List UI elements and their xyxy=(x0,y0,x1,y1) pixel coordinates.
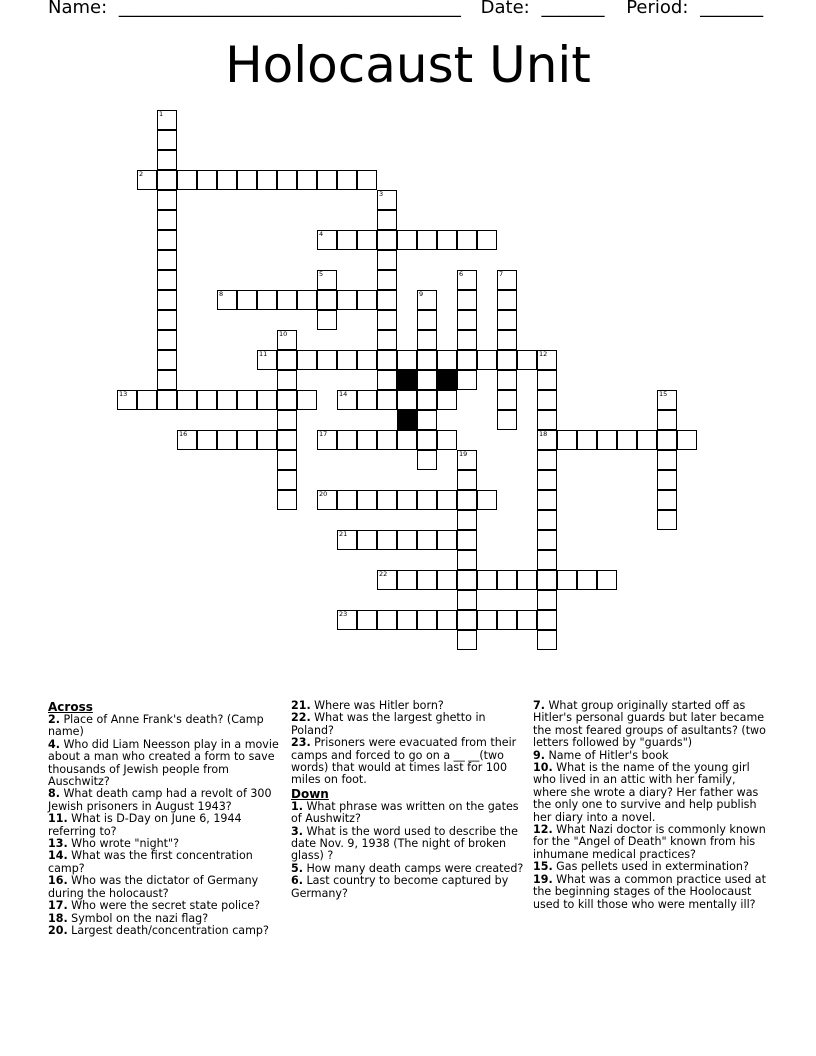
crossword-cell[interactable] xyxy=(417,310,437,330)
crossword-cell[interactable] xyxy=(457,630,477,650)
crossword-cell[interactable] xyxy=(377,350,397,370)
crossword-cell[interactable] xyxy=(497,390,517,410)
page-title: Holocaust Unit xyxy=(225,36,591,94)
crossword-cell[interactable] xyxy=(537,350,557,370)
clue-item xyxy=(48,875,280,900)
date-blank[interactable]: _______ xyxy=(541,0,605,18)
crossword-cell[interactable] xyxy=(437,530,457,550)
clue-number: 2 xyxy=(139,170,144,178)
crossword-cell[interactable] xyxy=(277,290,297,310)
crossword-cell[interactable] xyxy=(157,290,177,310)
crossword-cell[interactable] xyxy=(657,390,677,410)
clue-number: 7 xyxy=(499,270,504,278)
crossword-cell[interactable] xyxy=(277,330,297,350)
crossword-cell[interactable] xyxy=(217,390,237,410)
crossword-cell[interactable] xyxy=(577,570,597,590)
crossword-cell[interactable] xyxy=(657,490,677,510)
clue-number: 9. xyxy=(533,748,545,762)
crossword-cell[interactable] xyxy=(277,350,297,370)
period-blank[interactable]: _______ xyxy=(700,0,764,18)
crossword-cell[interactable] xyxy=(257,390,277,410)
crossword-cell[interactable] xyxy=(197,170,217,190)
across-clue-list-continued xyxy=(291,700,527,787)
clue-number: 18. xyxy=(48,911,68,925)
crossword-cell[interactable] xyxy=(337,490,357,510)
crossword-cell[interactable] xyxy=(337,350,357,370)
clue-number: 7. xyxy=(533,699,545,712)
crossword-cell[interactable] xyxy=(437,430,457,450)
crossword-cell[interactable] xyxy=(397,230,417,250)
clue-number: 8 xyxy=(219,290,224,298)
clue-item xyxy=(533,824,769,861)
name-blank[interactable]: ______________________________________ xyxy=(118,0,461,18)
crossword-cell[interactable] xyxy=(537,430,557,450)
crossword-cell[interactable] xyxy=(437,610,457,630)
crossword-cell[interactable] xyxy=(257,290,277,310)
crossword-cell[interactable] xyxy=(317,230,337,250)
crossword-cell[interactable] xyxy=(377,330,397,350)
clue-text: What was a common practice used at the beginning stages of the Hoolocaust used to kill those who were mentally ill? xyxy=(533,872,766,911)
clue-number: 4. xyxy=(48,737,60,751)
crossword-cell[interactable] xyxy=(657,450,677,470)
crossword-cell[interactable] xyxy=(277,470,297,490)
crossword-cell[interactable] xyxy=(377,430,397,450)
crossword-cell[interactable] xyxy=(437,490,457,510)
crossword-cell[interactable] xyxy=(297,170,317,190)
crossword-cell[interactable] xyxy=(397,430,417,450)
crossword-cell[interactable] xyxy=(277,430,297,450)
clue-item xyxy=(48,739,280,789)
crossword-cell[interactable] xyxy=(317,490,337,510)
crossword-cell[interactable] xyxy=(317,170,337,190)
clue-number: 20 xyxy=(319,490,328,498)
crossword-cell[interactable] xyxy=(477,350,497,370)
clues-column-1 xyxy=(48,700,280,937)
clue-number: 20. xyxy=(48,923,68,937)
crossword-cell[interactable] xyxy=(357,170,377,190)
crossword-cell[interactable] xyxy=(377,270,397,290)
crossword-cell[interactable] xyxy=(157,330,177,350)
crossword-cell[interactable] xyxy=(537,550,557,570)
clue-number: 5. xyxy=(291,861,303,875)
crossword-cell[interactable] xyxy=(457,270,477,290)
crossword-cell[interactable] xyxy=(437,230,457,250)
crossword-cell[interactable] xyxy=(157,310,177,330)
clue-item xyxy=(533,700,769,750)
crossword-cell[interactable] xyxy=(317,310,337,330)
black-square xyxy=(397,370,417,390)
crossword-cell[interactable] xyxy=(357,290,377,310)
clue-text: Who were the secret state police? xyxy=(67,899,260,913)
clue-number: 23 xyxy=(339,610,348,618)
clue-text: Gas pellets used in extermination? xyxy=(552,860,749,874)
clue-item xyxy=(48,850,280,875)
crossword-cell[interactable] xyxy=(537,470,557,490)
clue-text: What was the largest ghetto in Poland? xyxy=(291,711,486,737)
crossword-cell[interactable] xyxy=(497,330,517,350)
crossword-cell[interactable] xyxy=(337,290,357,310)
crossword-cell[interactable] xyxy=(397,610,417,630)
clue-text: What is D-Day on June 6, 1944 referring to? xyxy=(48,812,242,838)
crossword-cell[interactable] xyxy=(417,570,437,590)
crossword-cell[interactable] xyxy=(377,310,397,330)
crossword-cell[interactable] xyxy=(297,350,317,370)
clue-text: Where was Hitler born? xyxy=(310,699,444,712)
clue-number: 19. xyxy=(533,872,553,886)
crossword-cell[interactable] xyxy=(217,170,237,190)
crossword-cell[interactable] xyxy=(597,570,617,590)
crossword-cell[interactable] xyxy=(157,210,177,230)
crossword-cell[interactable] xyxy=(257,430,277,450)
crossword-cell[interactable] xyxy=(537,510,557,530)
crossword-cell[interactable] xyxy=(537,570,557,590)
crossword-cell[interactable] xyxy=(217,430,237,450)
clues-column-2 xyxy=(291,700,527,900)
crossword-cell[interactable] xyxy=(537,410,557,430)
crossword-cell[interactable] xyxy=(657,470,677,490)
clue-item xyxy=(291,875,527,900)
crossword-cell[interactable] xyxy=(377,390,397,410)
crossword-cell[interactable] xyxy=(277,450,297,470)
clue-number: 11 xyxy=(259,350,268,358)
clue-text: What phrase was written on the gates of Aushwitz? xyxy=(291,799,519,826)
clue-text: Name of Hitler's book xyxy=(544,748,669,762)
crossword-cell[interactable] xyxy=(157,250,177,270)
clue-item xyxy=(291,712,527,737)
crossword-cell[interactable] xyxy=(317,290,337,310)
clue-number: 10 xyxy=(279,330,288,338)
crossword-cell[interactable] xyxy=(377,370,397,390)
crossword-cell[interactable] xyxy=(537,370,557,390)
down-clue-list xyxy=(291,801,527,900)
crossword-cell[interactable] xyxy=(137,170,157,190)
crossword-cell[interactable] xyxy=(417,610,437,630)
crossword-cell[interactable] xyxy=(657,510,677,530)
crossword-cell[interactable] xyxy=(177,430,197,450)
crossword-cell[interactable] xyxy=(457,610,477,630)
clue-number: 14. xyxy=(48,849,68,863)
clue-item xyxy=(291,801,527,826)
clue-number: 19 xyxy=(459,450,468,458)
clue-number: 11. xyxy=(48,812,68,826)
clue-text: What group originally started off as Hitler's personal guards but later became the most feared groups of asultants? (two letters followed by "guards") xyxy=(533,699,766,750)
clue-number: 13. xyxy=(48,837,68,851)
crossword-cell[interactable] xyxy=(157,370,177,390)
crossword-cell[interactable] xyxy=(237,390,257,410)
clues-column-3 xyxy=(533,700,769,911)
crossword-cell[interactable] xyxy=(277,170,297,190)
crossword-cell[interactable] xyxy=(337,610,357,630)
clue-number: 18 xyxy=(539,430,548,438)
crossword-cell[interactable] xyxy=(237,290,257,310)
crossword-cell[interactable] xyxy=(157,190,177,210)
crossword-cell[interactable] xyxy=(277,370,297,390)
crossword-cell[interactable] xyxy=(157,170,177,190)
crossword-cell[interactable] xyxy=(397,350,417,370)
clue-number: 17 xyxy=(319,430,328,438)
crossword-cell[interactable] xyxy=(517,610,537,630)
crossword-cell[interactable] xyxy=(437,570,457,590)
clue-number: 21. xyxy=(291,699,311,712)
crossword-cell[interactable] xyxy=(457,310,477,330)
clue-text: What Nazi doctor is commonly known for the "Angel of Death" known from his inhumane medical practices? xyxy=(533,823,766,861)
crossword-cell[interactable] xyxy=(537,390,557,410)
crossword-cell[interactable] xyxy=(597,430,617,450)
crossword-cell[interactable] xyxy=(317,270,337,290)
crossword-cell[interactable] xyxy=(537,610,557,630)
crossword-cell[interactable] xyxy=(157,110,177,130)
crossword-cell[interactable] xyxy=(257,350,277,370)
crossword-cell[interactable] xyxy=(297,290,317,310)
crossword-cell[interactable] xyxy=(457,570,477,590)
crossword-cell[interactable] xyxy=(177,170,197,190)
clue-text: Prisoners were evacuated from their camps and forced to go on a __ __(two words) that would at times last for 100 miles on foot. xyxy=(291,736,517,787)
across-clue-list xyxy=(48,714,280,937)
crossword-cell[interactable] xyxy=(417,230,437,250)
crossword-cell[interactable] xyxy=(457,510,477,530)
crossword-cell[interactable] xyxy=(417,330,437,350)
clue-number: 23. xyxy=(291,736,311,750)
crossword-cell[interactable] xyxy=(477,610,497,630)
crossword-cell[interactable] xyxy=(557,430,577,450)
clue-item xyxy=(533,762,769,824)
crossword-cell[interactable] xyxy=(357,530,377,550)
crossword-cell[interactable] xyxy=(357,490,377,510)
crossword-cell[interactable] xyxy=(417,450,437,470)
clue-text: Largest death/concentration camp? xyxy=(67,923,269,937)
down-heading: Down xyxy=(291,786,329,801)
crossword-cell[interactable] xyxy=(337,390,357,410)
period-label: Period: xyxy=(626,0,689,18)
crossword-cell[interactable] xyxy=(537,630,557,650)
crossword-cell[interactable] xyxy=(457,550,477,570)
clue-number: 4 xyxy=(319,230,324,238)
crossword-cell[interactable] xyxy=(497,290,517,310)
name-label: Name: xyxy=(48,0,108,18)
crossword-cell[interactable] xyxy=(397,570,417,590)
clue-number: 15. xyxy=(533,860,553,874)
clue-text: Symbol on the nazi flag? xyxy=(67,911,209,925)
crossword-cell[interactable] xyxy=(517,350,537,370)
clue-item xyxy=(291,826,527,863)
clue-number: 6 xyxy=(459,270,464,278)
crossword-cell[interactable] xyxy=(237,170,257,190)
crossword-cell[interactable] xyxy=(577,430,597,450)
crossword-cell[interactable] xyxy=(377,230,397,250)
crossword-cell[interactable] xyxy=(497,270,517,290)
crossword-cell[interactable] xyxy=(497,610,517,630)
crossword-cell[interactable] xyxy=(337,230,357,250)
crossword-cell[interactable] xyxy=(197,390,217,410)
crossword-cell[interactable] xyxy=(637,430,657,450)
crossword-cell[interactable] xyxy=(437,350,457,370)
clue-number: 22 xyxy=(379,570,388,578)
crossword-cell[interactable] xyxy=(417,290,437,310)
crossword-cell[interactable] xyxy=(357,350,377,370)
crossword-cell[interactable] xyxy=(157,390,177,410)
crossword-cell[interactable] xyxy=(397,530,417,550)
crossword-cell[interactable] xyxy=(537,450,557,470)
clue-number: 16 xyxy=(179,430,188,438)
clue-number: 13 xyxy=(119,390,128,398)
crossword-cell[interactable] xyxy=(357,230,377,250)
clue-item xyxy=(48,714,280,739)
clue-number: 1. xyxy=(291,799,303,813)
crossword-cell[interactable] xyxy=(157,350,177,370)
crossword-cell[interactable] xyxy=(417,350,437,370)
clue-number: 9 xyxy=(419,290,424,298)
clue-text: Who was the dictator of Germany during the holocaust? xyxy=(48,874,259,900)
clue-number: 6. xyxy=(291,874,303,888)
clue-text: How many death camps were created? xyxy=(302,861,524,875)
clue-number: 16. xyxy=(48,874,68,888)
crossword-cell[interactable] xyxy=(157,130,177,150)
crossword-cell[interactable] xyxy=(337,430,357,450)
crossword-cell[interactable] xyxy=(537,590,557,610)
crossword-cell[interactable] xyxy=(497,370,517,390)
clue-number: 12 xyxy=(539,350,548,358)
crossword-cell[interactable] xyxy=(257,170,277,190)
crossword-cell[interactable] xyxy=(157,230,177,250)
crossword-cell[interactable] xyxy=(457,490,477,510)
crossword-cell[interactable] xyxy=(377,190,397,210)
crossword-cell[interactable] xyxy=(497,310,517,330)
date-label: Date: xyxy=(480,0,530,18)
crossword-cell[interactable] xyxy=(277,390,297,410)
clue-number: 5 xyxy=(319,270,324,278)
crossword-cell[interactable] xyxy=(477,570,497,590)
crossword-cell[interactable] xyxy=(117,390,137,410)
crossword-cell[interactable] xyxy=(357,610,377,630)
clue-number: 8. xyxy=(48,787,60,801)
clue-text: Last country to become captured by Germany? xyxy=(291,874,509,900)
clue-number: 3 xyxy=(379,190,384,198)
crossword-cell[interactable] xyxy=(137,390,157,410)
clue-item xyxy=(48,813,280,838)
crossword-cell[interactable] xyxy=(657,410,677,430)
crossword-cell[interactable] xyxy=(377,250,397,270)
crossword-cell[interactable] xyxy=(457,590,477,610)
crossword-cell[interactable] xyxy=(617,430,637,450)
crossword-cell[interactable] xyxy=(657,430,677,450)
clue-text: Who wrote "night"? xyxy=(67,837,180,851)
clue-text: Who did Liam Neesson play in a movie about a man who created a form to save thousands of Jewish people from Auschwitz? xyxy=(48,737,279,789)
clue-number: 12. xyxy=(533,823,553,837)
crossword-cell[interactable] xyxy=(337,530,357,550)
crossword-cell[interactable] xyxy=(317,430,337,450)
crossword-cell[interactable] xyxy=(417,430,437,450)
clue-number: 17. xyxy=(48,899,68,913)
clue-number: 22. xyxy=(291,711,311,725)
crossword-cell[interactable] xyxy=(377,490,397,510)
crossword-cell[interactable] xyxy=(457,230,477,250)
across-heading: Across xyxy=(48,700,93,714)
crossword-cell[interactable] xyxy=(417,370,437,390)
clue-item xyxy=(48,788,280,813)
crossword-cell[interactable] xyxy=(157,270,177,290)
crossword-cell[interactable] xyxy=(457,350,477,370)
crossword-cell[interactable] xyxy=(177,390,197,410)
clue-number: 15 xyxy=(659,390,668,398)
crossword-cell[interactable] xyxy=(457,530,477,550)
clue-number: 2. xyxy=(48,713,60,726)
clue-number: 21 xyxy=(339,530,348,538)
crossword-cell[interactable] xyxy=(157,150,177,170)
crossword-cell[interactable] xyxy=(377,530,397,550)
clue-text: What was the first concentration camp? xyxy=(48,849,253,875)
crossword-cell[interactable] xyxy=(277,410,297,430)
clue-text: What death camp had a revolt of 300 Jewish prisoners in August 1943? xyxy=(48,787,272,813)
crossword-cell[interactable] xyxy=(677,430,697,450)
clue-number: 3. xyxy=(291,824,303,838)
crossword-cell[interactable] xyxy=(457,290,477,310)
crossword-cell[interactable] xyxy=(237,430,257,450)
crossword-cell[interactable] xyxy=(357,430,377,450)
crossword-cell[interactable] xyxy=(417,390,437,410)
crossword-cell[interactable] xyxy=(417,410,437,430)
crossword-cell[interactable] xyxy=(357,390,377,410)
crossword-cell[interactable] xyxy=(417,490,437,510)
crossword-cell[interactable] xyxy=(377,210,397,230)
crossword-cell[interactable] xyxy=(417,530,437,550)
crossword-cell[interactable] xyxy=(217,290,237,310)
crossword-cell[interactable] xyxy=(317,350,337,370)
crossword-cell[interactable] xyxy=(197,430,217,450)
black-square xyxy=(437,370,457,390)
clue-item xyxy=(533,874,769,911)
crossword-cell[interactable] xyxy=(497,350,517,370)
crossword-cell[interactable] xyxy=(377,610,397,630)
clue-number: 10. xyxy=(533,761,553,775)
crossword-cell[interactable] xyxy=(457,330,477,350)
crossword-cell[interactable] xyxy=(517,570,537,590)
crossword-cell[interactable] xyxy=(397,490,417,510)
crossword-cell[interactable] xyxy=(477,230,497,250)
clue-number: 14 xyxy=(339,390,348,398)
clue-number: 1 xyxy=(159,110,164,118)
clue-text: Place of Anne Frank's death? (Camp name) xyxy=(48,713,264,739)
clue-text: What is the word used to describe the date Nov. 9, 1938 (The night of broken glass) ? xyxy=(291,824,518,863)
crossword-cell[interactable] xyxy=(397,390,417,410)
clue-item xyxy=(291,737,527,787)
crossword-cell[interactable] xyxy=(537,490,557,510)
down-clue-list-continued xyxy=(533,700,769,911)
crossword-cell[interactable] xyxy=(277,490,297,510)
clue-item xyxy=(48,925,280,937)
crossword-cell[interactable] xyxy=(497,570,517,590)
crossword-cell[interactable] xyxy=(337,170,357,190)
crossword-cell[interactable] xyxy=(457,470,477,490)
crossword-cell[interactable] xyxy=(557,570,577,590)
crossword-cell[interactable] xyxy=(457,450,477,470)
crossword-cell[interactable] xyxy=(377,570,397,590)
clue-text: What is the name of the young girl who lived in an attic with her family, where she wrote a diary? Her father was the only one to survive and help publish her diary into a novel. xyxy=(533,761,759,824)
crossword-cell[interactable] xyxy=(497,410,517,430)
crossword-cell[interactable] xyxy=(297,390,317,410)
crossword-cell[interactable] xyxy=(537,530,557,550)
crossword-cell[interactable] xyxy=(437,390,457,410)
crossword-cell[interactable] xyxy=(377,290,397,310)
black-square xyxy=(397,410,417,430)
crossword-cell[interactable] xyxy=(457,370,477,390)
crossword-cell[interactable] xyxy=(477,490,497,510)
